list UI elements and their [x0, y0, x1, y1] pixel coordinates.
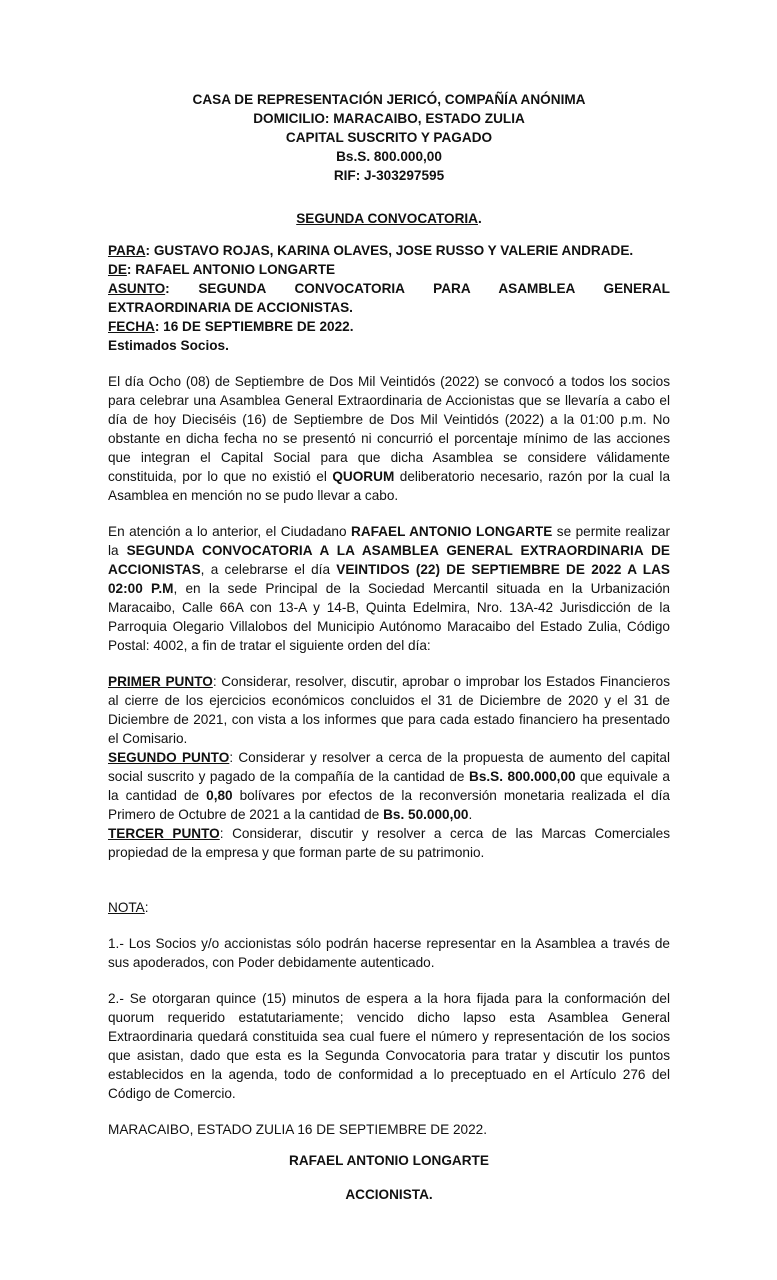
company-domicile: DOMICILIO: MARACAIBO, ESTADO ZULIA [253, 111, 525, 126]
memo-de-line [108, 260, 670, 279]
agenda-point-second [108, 748, 670, 824]
company-rif: RIF: J-303297595 [333, 168, 445, 183]
agenda-point-third-text: : Considerar, discutir y resolver a cerca de las Marcas Comerciales propiedad de la empresa y que forman parte de su patrimonio. [108, 826, 671, 860]
paragraph-second-call-text-e: , a celebrarse el día [200, 562, 337, 577]
memo-greeting: Estimados Socios. [108, 338, 229, 353]
capital-amount: Bs.S. 800.000,00 [336, 149, 442, 164]
nota-heading [108, 898, 670, 917]
meeting-type: SEGUNDA CONVOCATORIA A LA ASAMBLEA GENERAL EXTRAORDINARIA DE ACCIONISTAS [108, 543, 671, 577]
capital-new-amount: Bs. 50.000,00 [383, 807, 469, 822]
agenda-point-third-label: TERCER PUNTO [108, 826, 220, 841]
document-page [108, 90, 670, 1204]
document-title-dot: . [477, 211, 482, 226]
memo-para-value: : GUSTAVO ROJAS, KARINA OLAVES, JOSE RUSSO Y VALERIE ANDRADE. [145, 243, 634, 258]
nota-label: NOTA [108, 900, 145, 915]
memo-fecha-value: : 16 DE SEPTIEMBRE DE 2022. [154, 319, 354, 334]
memo-fecha-line [108, 317, 670, 336]
nota-colon: : [144, 900, 149, 915]
meeting-datetime: VEINTIDOS (22) DE SEPTIEMBRE DE 2022 A LAS 02:00 P.M [108, 562, 670, 596]
nota-item-2: 2.- Se otorgaran quince (15) minutos de espera a la hora fijada para la conformación del quorum requerido estatutariamente; vencido dicho lapso esta Asamblea General Extraordinaria quedará constituida sea cual fuere el número y representación de los socios que asistan, dado que esta es la Segunda Convocatoria para tratar y discutir los puntos establecidos en la agenda, todo de conformidad a lo preceptuado en el Artículo 276 del Código de Comercio. [108, 991, 670, 1101]
memo-para-line [108, 241, 670, 260]
agenda-points [108, 672, 670, 862]
memo-asunto-value: : SEGUNDA CONVOCATORIA PARA ASAMBLEA GENERAL EXTRAORDINARIA DE ACCIONISTAS. [108, 281, 670, 315]
paragraph-first-call-text-a: El día Ocho (08) de Septiembre de Dos Mil Veintidós (2022) se convocó a todos los socios para celebrar una Asamblea General Extraordinaria de Accionistas que se llevaría a cabo el día de hoy Dieciséis (16) de Septiembre de Dos Mil Veintidós (2022) a la 01:00 p.m. No obstante en dicha fecha no se presentó ni concurrió el porcentaje mínimo de las acciones que integran el Capital Social para que dicha Asamblea se considere válidamente constituida, por lo que no existió el [108, 374, 670, 484]
nota-item-1: 1.- Los Socios y/o accionistas sólo podrán hacerse representar en la Asamblea a través de sus apoderados, con Poder debidamente autenticado. [108, 936, 670, 970]
agenda-point-second-text-c: que equivale a la cantidad de [108, 769, 670, 803]
memo-para-label: PARA [108, 243, 146, 258]
memo-de-label: DE [108, 262, 127, 277]
agenda-point-first-text: : Considerar, resolver, discutir, aprobar o improbar los Estados Financieros al cierre de los ejercicios económicos concluidos el 31 de Diciembre de 2020 y el 31 de Diciembre de 2021, con vista a los informes que para cada estado financiero ha presentado el Comisario. [108, 674, 670, 746]
agenda-point-first-label: PRIMER PUNTO [108, 674, 213, 689]
paragraph-first-call [108, 372, 670, 505]
document-title-text: SEGUNDA CONVOCATORIA [296, 211, 478, 226]
memo-asunto-line [108, 279, 670, 317]
capital-current-amount: Bs.S. 800.000,00 [469, 769, 576, 784]
closing-place-date: MARACAIBO, ESTADO ZULIA 16 DE SEPTIEMBRE DE 2022. [108, 1122, 487, 1137]
agenda-point-second-label: SEGUNDO PUNTO [108, 750, 230, 765]
memo-fecha-label: FECHA [108, 319, 155, 334]
paragraph-second-call-text-g: , en la sede Principal de la Sociedad Mercantil situada en la Urbanización Maracaibo, Calle 66A con 13-A y 14-B, Quinta Edelmira, Nro. 13A-42 Jurisdicción de la Parroquia Olegario Villalobos del Municipio Autónomo Maracaibo del Estado Zulia, Código Postal: 4002, a fin de tratar el siguiente orden del día: [108, 581, 670, 653]
company-header [108, 90, 670, 185]
signer-role: ACCIONISTA. [345, 1187, 433, 1202]
reconverted-amount: 0,80 [206, 788, 233, 803]
agenda-point-second-text-e: bolívares por efectos de la reconversión monetaria realizada el día Primero de Octubre de 2021 a la cantidad de [108, 788, 670, 822]
convener-name: RAFAEL ANTONIO LONGARTE [351, 524, 553, 539]
company-name: CASA DE REPRESENTACIÓN JERICÓ, COMPAÑÍA ANÓNIMA [192, 92, 586, 107]
memo-asunto-label: ASUNTO [108, 281, 166, 296]
paragraph-second-call-text-c: se permite realizar la [108, 524, 670, 558]
paragraph-second-call-text-a: En atención a lo anterior, el Ciudadano [108, 524, 351, 539]
document-title [108, 209, 670, 228]
memo-de-value: : RAFAEL ANTONIO LONGARTE [126, 262, 336, 277]
agenda-point-second-text-g: . [468, 807, 473, 822]
paragraph-first-call-text-c: deliberatorio necesario, razón por la cual la Asamblea en mención no se pudo llevar a cabo. [108, 469, 670, 503]
signer-name: RAFAEL ANTONIO LONGARTE [289, 1153, 489, 1168]
memo-block [108, 241, 670, 355]
agenda-point-second-text-a: : Considerar y resolver a cerca de la propuesta de aumento del capital social suscrito y pagado de la compañía de la cantidad de [108, 750, 671, 784]
paragraph-second-call [108, 522, 670, 655]
agenda-point-third [108, 824, 670, 862]
capital-label: CAPITAL SUSCRITO Y PAGADO [285, 130, 493, 145]
quorum-term: QUORUM [332, 469, 395, 484]
agenda-point-first [108, 672, 670, 748]
